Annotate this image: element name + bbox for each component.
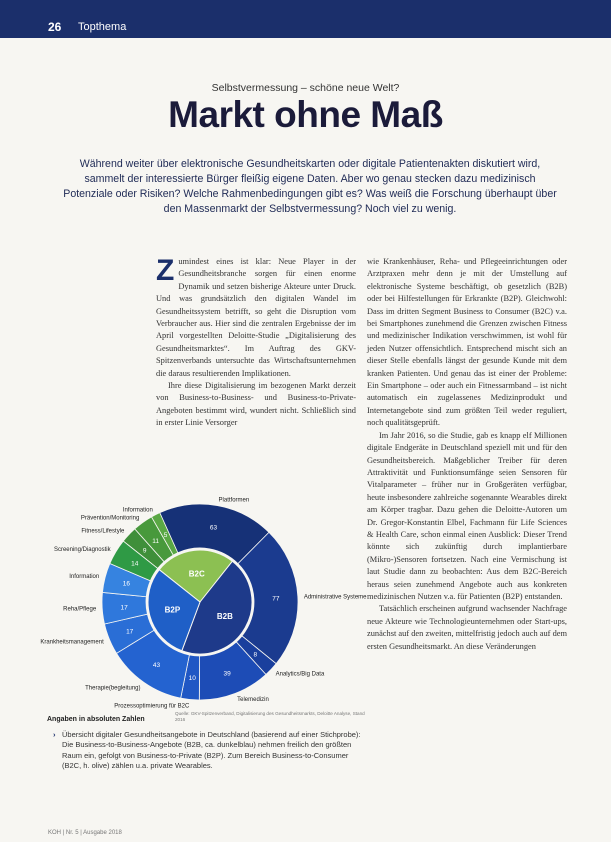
footer: KOH | Nr. 5 | Ausgabe 2018 [48, 830, 122, 836]
kicker: Selbstvermessung – schöne neue Welt? [211, 82, 400, 94]
segment-value-label: 39 [223, 670, 231, 678]
segment-category-label: Reha/Pflege [63, 606, 97, 613]
segment-value-label: 17 [120, 604, 128, 612]
paragraph: Tatsächlich erscheinen aufgrund wachsender Nachfrage neue Akteure wie Technologieunternehmen oder Start-ups, zunächst auf den zweiten, mittelfristig jedoch auch auf dem ersten Gesundheitsmarkt. An diese Veränderungen [367, 604, 567, 651]
figure-caption [53, 730, 362, 772]
paragraph: umindest eines ist klar: Neue Player in der Gesundheitsbranche sorgen für einen enorme Dynamik und setzen bisherige Akteure unter Druck. Und was grundsätzlich den digitalen Wandel im Gesundheitssystem betrifft, so geht die Disruption vom Verbraucher aus. Hier sind die zentralen Ergebnisse der im April vorgestellten Deloitte-Studie „Digitalisierung des Gesundheitsmarktes“. Im Auftrag des GKV-Spitzenverbands untersuchte das Wirtschaftsunternehmen die daraus resultierenden Implikationen. [156, 257, 356, 378]
group-label: B2C [188, 569, 205, 579]
segment-value-label: 77 [272, 595, 280, 603]
segment-value-label: 11 [152, 537, 160, 545]
segment-category-label: Prävention/Monitoring [80, 515, 140, 522]
segment-value-label: 43 [152, 661, 161, 669]
segment-value-label: 8 [253, 651, 258, 659]
figure-caption-text: Übersicht digitaler Gesundheitsangebote in Deutschland (basierend auf einer Stichprobe): Die Business-to-Business-Angebote (B2B, ca. dunkelblau) nehmen freilich den größten Raum ein, gefolgt von Business-to-Private (B2P). Zum Bereich Business-to-Consumer (B2C, h. olive) zählen u.a. private Wearables. [62, 730, 361, 771]
segment-category-label: Administrative Systeme [303, 594, 367, 601]
group-label: B2P [164, 605, 181, 615]
paragraph: Ihre diese Digitalisierung im bezogenen Markt derzeit von Business-to-Business- und Business-to-Private-Angeboten bestimmt wird, wundert nicht. Schließlich sind in erster Linie Versorger [156, 381, 356, 428]
segment-value-label: 5 [163, 531, 168, 539]
segment-value-label: 14 [131, 560, 139, 568]
chart-caption: Angaben in absoluten Zahlen [47, 716, 145, 723]
sunburst-chart [40, 495, 367, 710]
segment-category-label: Telemedizin [237, 697, 269, 704]
page-number: 26 [48, 20, 62, 34]
segment-value-label: 16 [122, 580, 130, 588]
segment-category-label: Analytics/Big Data [275, 671, 325, 678]
headline: Markt ohne Maß [168, 94, 443, 135]
group-label: B2B [216, 612, 233, 622]
chart-source: Quelle: GKV-Spitzenverband, Digitalisierung des Gesundheitsmarkts, Deloitte Analyse, Stand 2016 [175, 711, 365, 722]
segment-value-label: 17 [126, 628, 134, 636]
article-column-left [156, 256, 356, 430]
segment-category-label: Krankheitsmanagement [40, 639, 104, 646]
arrow-icon: › [53, 730, 56, 739]
lead-paragraph: Während weiter über elektronische Gesundheitskarten oder digitale Patientenakten diskutiert wird, sammelt der interessierte Bürger fleißig eigene Daten. Aber wo genau stecken dazu medizinisch Potenziale oder Risiken? Welche Rahmenbedingungen gibt es? Was weiß die Forschung überhaupt über den Massenmarkt der Selbstvermessung? Noch viel zu wenig. [63, 158, 557, 215]
segment-category-label: Screening/Diagnostik [53, 546, 111, 553]
dropcap: Z [156, 254, 175, 287]
segment-value-label: 63 [209, 524, 218, 532]
segment-category-label: Information [69, 574, 100, 581]
segment-category-label: Prozessoptimierung für B2C [114, 703, 190, 710]
segment-category-label: Therapie(begleitung) [85, 685, 141, 692]
segment-category-label: Information [122, 507, 153, 514]
header-bar [0, 0, 611, 38]
segment-category-label: Plattformen [218, 497, 250, 504]
paragraph: Im Jahr 2016, so die Studie, gab es knapp elf Millionen digitale Endgeräte in Deutschland speziell mit und für den Gesundheitsbereich. Maßgeblicher Treiber für deren Attraktivität und Funktionsumfänge seien Sensoren für Vitalparameter – früher nur in Großgeräten verfügbar, heute insbesondere zahlreiche sogenannte Wearables direkt am Körper tragbar. Dazu gehen die Deloitte-Autoren um Dr. Gregor-Konstantin Elbel, Fachmann für Life Sciences & Health Care, schon einmal einen Ausblick: Dieser Trend könnte sich zukünftig durch implantierbare (Mikro-)Sensoren fortsetzen. Nach eine Vermischung ist laut Studie dann zu beobachten: Aus dem B2C-Bereich heraus seien zunehmend Angebote auch aus konkreten medizinischen Nutzen v.a. für Patienten (B2P) entstanden. [367, 430, 567, 601]
section-label: Topthema [78, 21, 127, 33]
segment-category-label: Fitness/Lifestyle [81, 528, 125, 535]
segment-value-label: 10 [188, 675, 196, 683]
paragraph: wie Krankenhäuser, Reha- und Pflegeeinrichtungen oder Arztpraxen mehr denn je mit der Umstellung auf elektronische Systeme beschäftigt, ob gesetzlich (B2B) oder bei Hilfestellungen für Erkrankte (B2P). Gleichwohl: Dass im dritten Segment Business to Consumer (B2C) v.a. bei Smartphones zunehmend die Grenzen zwischen Fitness und medizinischer Indikation verschwimmen, ist wohl für jeden Nutzer offensichtlich. Entsprechend mischt sich an dieser Stelle ebenfalls längst der gesunde Kunde mit dem kranken Patienten. Und genau das ist einer der Probleme: Ein Smartphone – oder auch ein Fitnessarmband – ist nicht automatisch ein zugelassenes Medizinprodukt und Internetangebote sind zum größten Teil weder reguliert, noch qualitätsgeprüft. [367, 257, 567, 428]
article-column-right [367, 256, 567, 653]
segment-value-label: 9 [142, 547, 147, 555]
